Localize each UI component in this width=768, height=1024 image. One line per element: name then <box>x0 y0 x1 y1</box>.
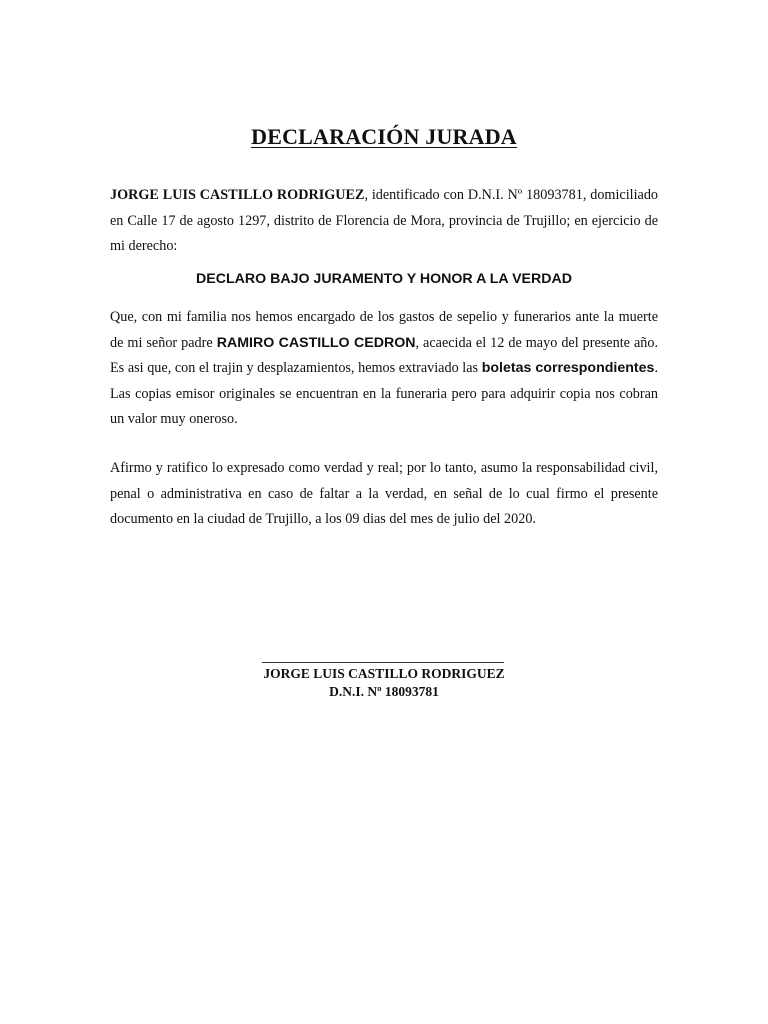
document-title: DECLARACIÓN JURADA <box>251 124 517 149</box>
father-name: RAMIRO CASTILLO CEDRON <box>216 334 416 351</box>
body-text-2: , acaecida el 12 de mayo del presente año. Es asi que, con el trajin y desplazamientos, hemos extraviado las <box>110 334 658 376</box>
closing-paragraph: Afirmo y ratifico lo expresado como verdad y real; por lo tanto, asumo la responsabilidad civil, penal o administrativa en caso de faltar a la verdad, en señal de lo cual firmo el presente documento en la ciudad de Trujillo, a los 09 dias del mes de julio del 2020. <box>110 460 658 527</box>
declarant-name: JORGE LUIS CASTILLO RODRIGUEZ <box>110 187 365 203</box>
body-paragraph <box>110 305 658 433</box>
signature-name: JORGE LUIS CASTILLO RODRIGUEZ <box>263 666 505 681</box>
declaration-heading: DECLARO BAJO JURAMENTO Y HONOR A LA VERDAD <box>195 271 572 287</box>
body-text-1: Que, con mi familia nos hemos encargado de los gastos de sepelio y funerarios ante la muerte de mi señor padre <box>110 309 658 351</box>
body-text-3: . Las copias emisor originales se encuentran en la funeraria pero para adquirir copia nos cobran un valor muy oneroso. <box>110 360 658 427</box>
intro-text: , identificado con D.N.I. Nº 18093781, domiciliado en Calle 17 de agosto 1297, distrito de Florencia de Mora, provincia de Trujillo; en ejercicio de mi derecho: <box>110 187 659 254</box>
signature-dni: D.N.I. Nº 18093781 <box>329 684 439 699</box>
intro-paragraph <box>110 183 658 260</box>
emphasis-text: boletas correspondientes <box>481 360 655 376</box>
signature-line <box>262 662 504 663</box>
